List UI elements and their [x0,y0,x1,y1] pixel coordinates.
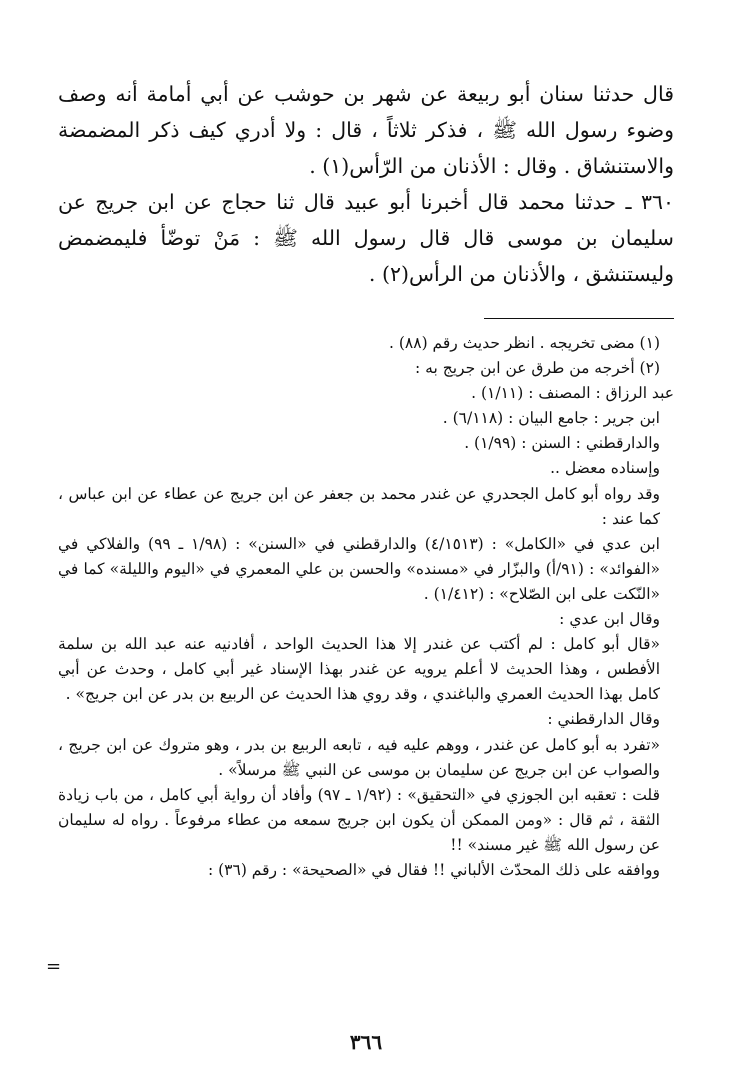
footnote-line: عبد الرزاق : المصنف : (١/١١) . [471,384,674,403]
continuation-mark: = [46,956,62,977]
footnotes [58,331,674,883]
footnote-separator [484,318,674,319]
main-paragraph-2: ٣٦٠ ـ حدثنا محمد قال أخبرنا أبو عبيد قال ثنا حجاج عن ابن جريج عن سليمان بن موسى قال قال رسول الله ﷺ : مَنْ توضّأ فليمضمض وليستنشق ، والأذنان من الرأس(٢) . [58,190,674,286]
page-number: ٣٦٦ [349,1030,383,1054]
footnote-1: (١) مضى تخريجه . انظر حديث رقم (٨٨) . [389,334,660,352]
footnote-line: وقال الدارقطني : [547,710,660,729]
footnote-line: وقد رواه أبو كامل الجحدري عن غندر محمد بن جعفر عن ابن جريج عن عطاء عن ابن عباس ، كما عند : [58,484,660,528]
footnote-line: ووافقه على ذلك المحدّث الألباني !! فقال في «الصحيحة» : رقم (٣٦) : [207,860,660,879]
main-text [58,76,674,292]
footnote-line: ابن جرير : جامع البيان : (٦/١١٨) . [442,409,660,428]
footnote-line: «تفرد به أبو كامل عن غندر ، ووهم عليه فيه ، تابعه الربيع بن بدر ، وهو متروك عن ابن جريج ، والصواب عن ابن جريج عن سليمان بن موسى عن النبي ﷺ مرسلاً» . [58,735,660,779]
footnote-2: (٢) أخرجه من طرق عن ابن جريج به : [415,359,660,378]
footnote-line: قلت : تعقبه ابن الجوزي في «التحقيق» : (١/٩٢ ـ ٩٧) وأفاد أن رواية أبي كامل ، من باب زيادة الثقة ، ثم قال : «ومن الممكن أن يكون ابن جريج سمعه من عطاء مرفوعاً . رواه له سليمان عن رسول الله ﷺ غير مسند» !! [58,785,660,854]
footnote-line: والدارقطني : السنن : (١/٩٩) . [464,434,660,453]
document-page [58,0,674,1072]
main-paragraph-1: قال حدثنا سنان أبو ربيعة عن شهر بن حوشب عن أبي أمامة أنه وصف وضوء رسول الله ﷺ ، فذكر ثلاثاً ، قال : ولا أدري كيف ذكر المضمضة والاستنشاق . وقال : الأذنان من الرّأس(١) . [58,82,674,178]
footnote-line: وإسناده معضل .. [550,459,660,478]
footnote-line: «قال أبو كامل : لم أكتب عن غندر إلا هذا الحديث الواحد ، أفادنيه عنه عبد الله بن سلمة الأفطس ، وهذا الحديث لا أعلم يرويه عن غندر بهذا الإسناد غير أبي كامل ، وحدث عن أبي كامل بهذا الحديث العمري والباغندي ، وقد روي هذا الحديث عن الربيع بن بدر عن ابن جريج» . [58,635,660,704]
footnote-line: وقال ابن عدي : [559,610,660,629]
footnote-line: ابن عدي في «الكامل» : (٤/١٥١٣) والدارقطني في «السنن» : (١/٩٨ ـ ٩٩) والفلاكي في «الفوائد» : (٩١/أ) والبزّار في «مسنده» والحسن بن علي المعمري في «اليوم والليلة» كما في «النّكت على ابن الصّلاح» : (١/٤١٢) . [58,534,660,603]
